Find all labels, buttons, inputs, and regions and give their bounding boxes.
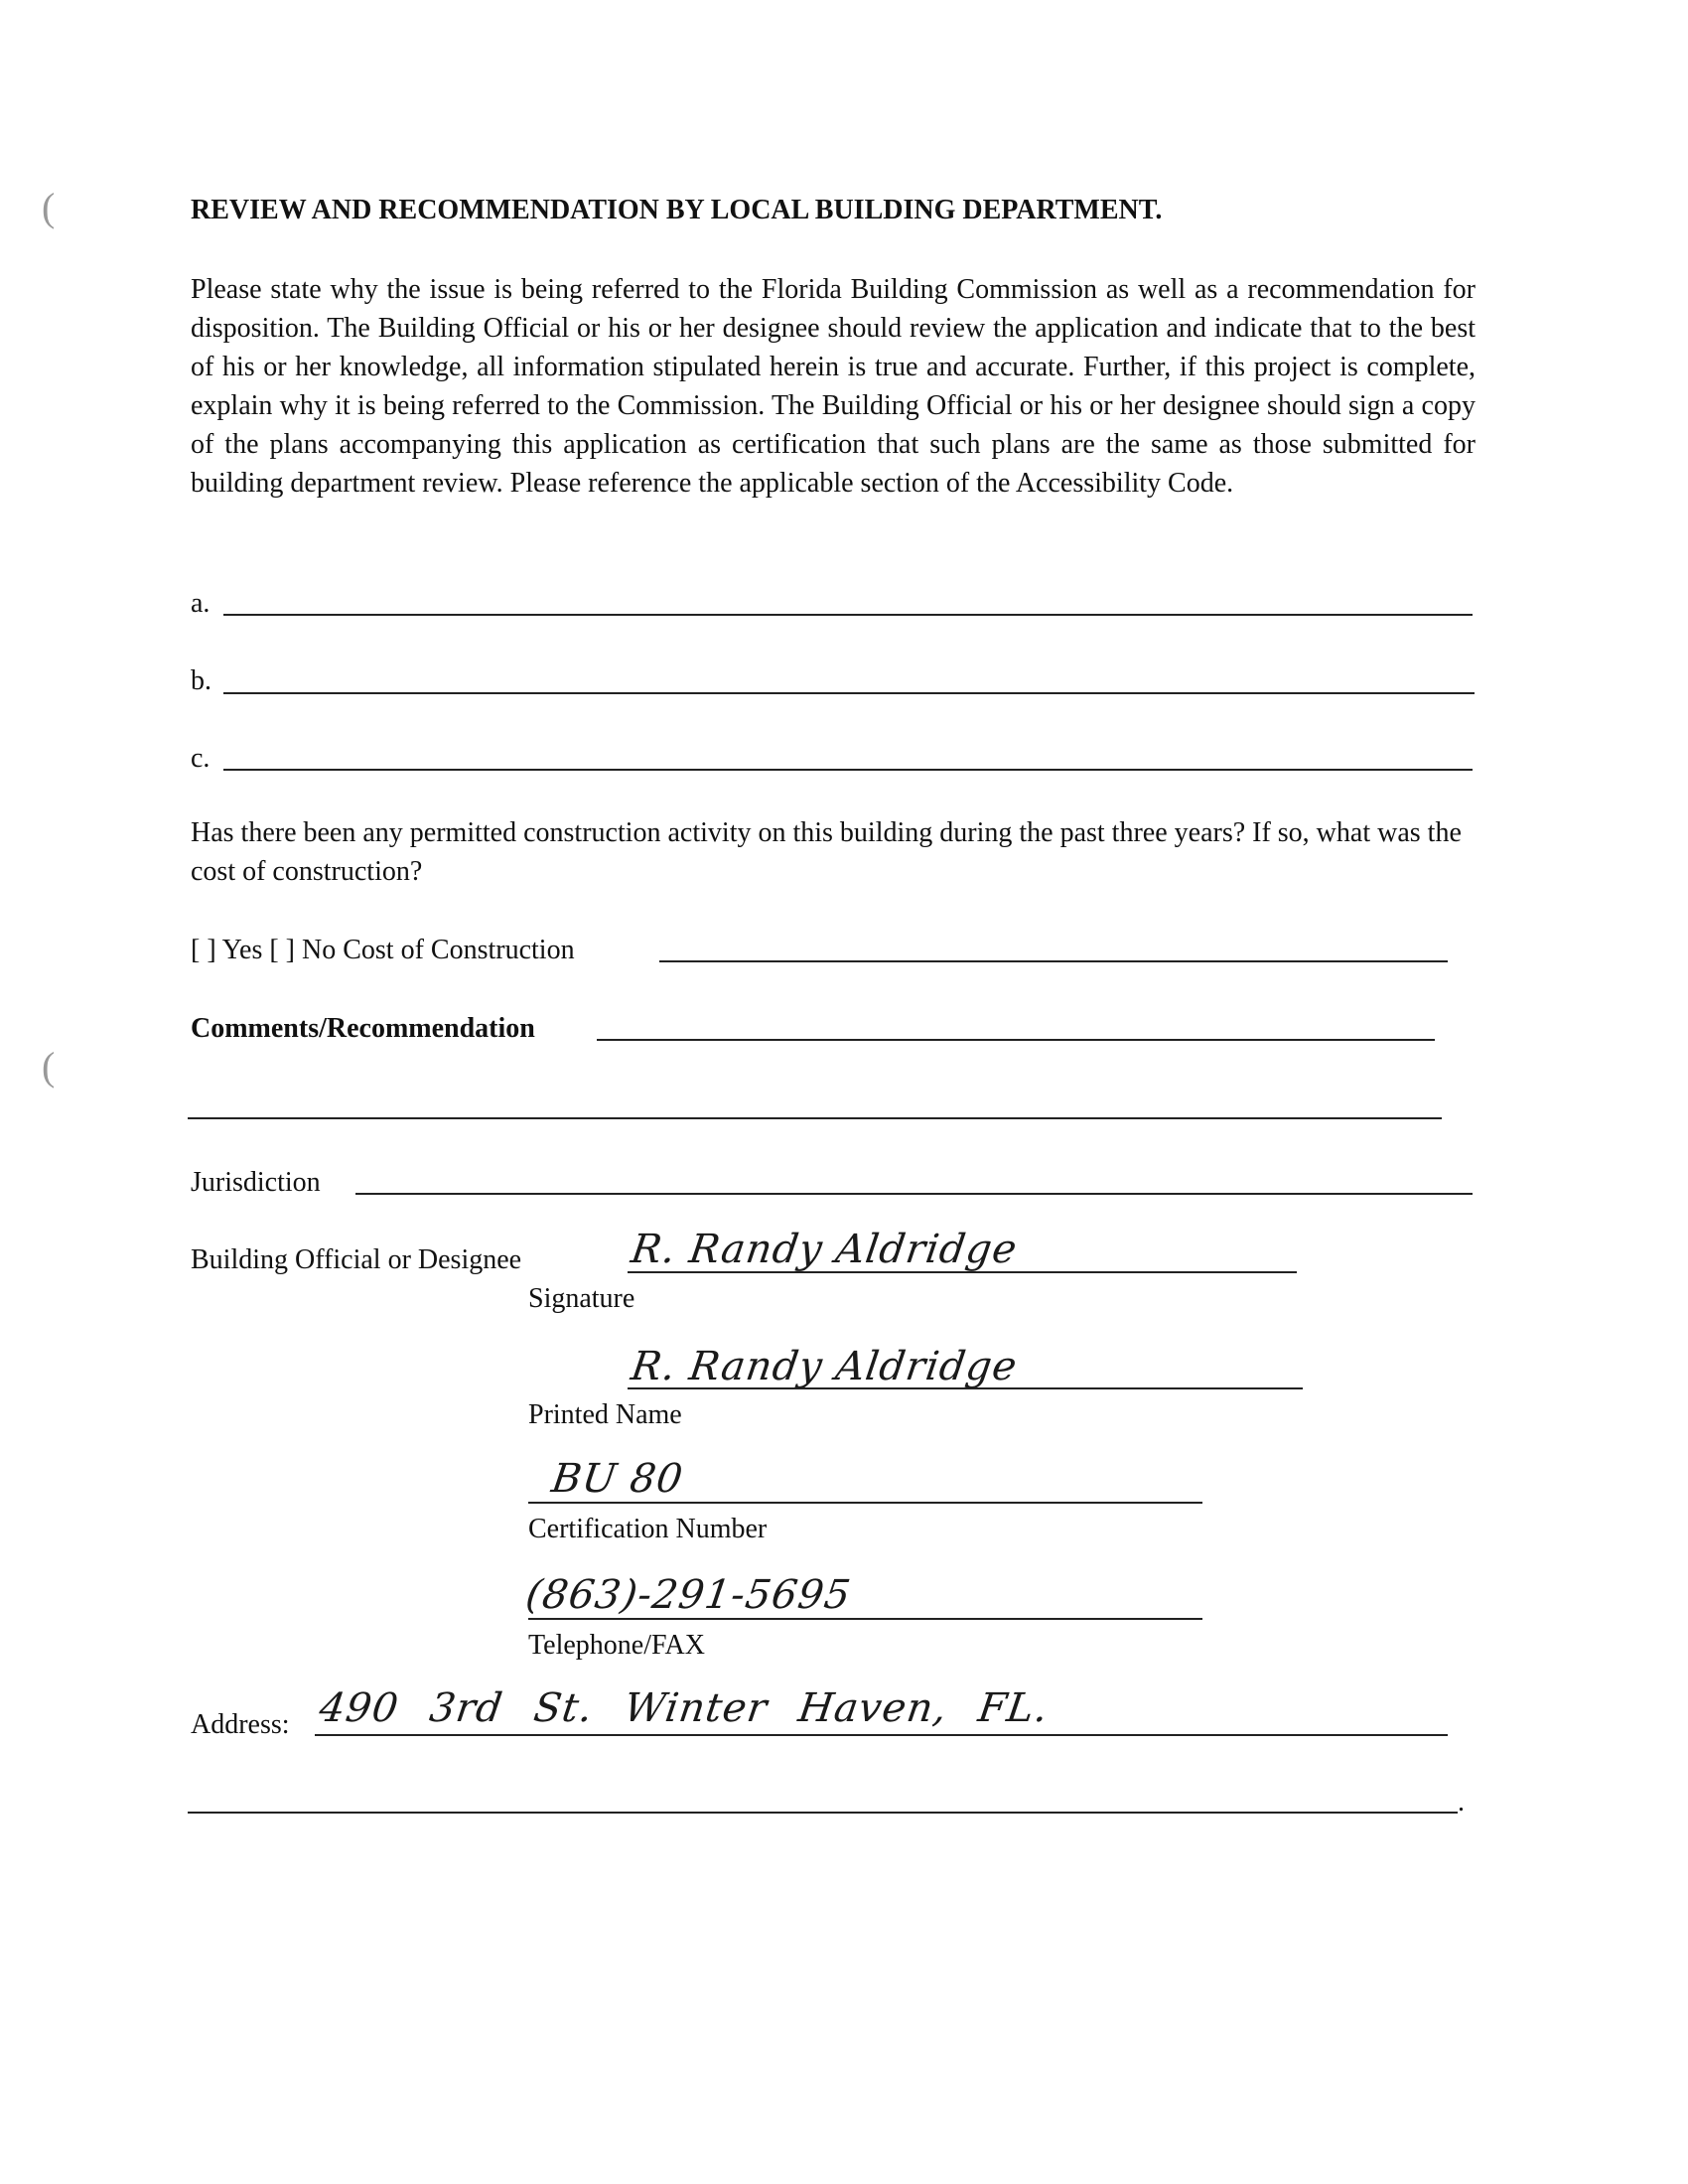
address-field[interactable]: [315, 1734, 1448, 1736]
cert-value: BU 80: [548, 1456, 686, 1502]
item-c-label: c.: [191, 743, 211, 774]
item-c-field[interactable]: [223, 769, 1473, 771]
phone-value: (863)-291-5695: [522, 1572, 854, 1618]
official-label: Building Official or Designee: [191, 1244, 522, 1275]
address-field-line2[interactable]: [188, 1812, 1458, 1814]
phone-label: Telephone/FAX: [528, 1630, 705, 1661]
yes-label: [ ] Yes: [191, 935, 263, 965]
cert-field[interactable]: [528, 1502, 1202, 1504]
jurisdiction-field[interactable]: [355, 1193, 1473, 1195]
printed-name-value: R. Randy Aldridge: [628, 1344, 1021, 1389]
construction-question: Has there been any permitted construction activity on this building during the past three years? If so, what was the cost of construction?: [191, 817, 1462, 887]
scan-mark: (: [42, 1044, 56, 1089]
cert-label: Certification Number: [528, 1514, 768, 1544]
instructions-paragraph: Please state why the issue is being referred to the Florida Building Commission as well as a recommendation for disposition. The Building Official or his or her designee should review the application and indicate that to the best of his or her knowledge, all information stipulated herein is true and accurate. Further, if this project is complete, explain why it is being referred to the Commission. The Building Official or his or her designee should sign a copy of the plans accompanying this application as certification that such plans are the same as those submitted for building department review. Please reference the applicable section of the Accessibility Code.: [191, 274, 1476, 499]
item-a-field[interactable]: [223, 614, 1473, 616]
signature-value: R. Randy Aldridge: [628, 1227, 1021, 1272]
section-heading: REVIEW AND RECOMMENDATION BY LOCAL BUILDING DEPARTMENT.: [191, 195, 1163, 225]
signature-field[interactable]: [628, 1271, 1297, 1273]
comments-field[interactable]: [597, 1039, 1435, 1041]
signature-label: Signature: [528, 1283, 635, 1314]
comments-label: Comments/Recommendation: [191, 1013, 535, 1044]
address-label: Address:: [191, 1709, 290, 1740]
phone-field[interactable]: [528, 1618, 1202, 1620]
item-b-field[interactable]: [223, 692, 1475, 694]
cost-field[interactable]: [659, 960, 1448, 962]
yes-checkbox[interactable]: [191, 931, 575, 969]
address-value: 490 3rd St. Winter Haven, FL.: [316, 1685, 1052, 1731]
item-b-label: b.: [191, 665, 211, 696]
scan-mark: (: [42, 185, 56, 229]
item-a-label: a.: [191, 588, 211, 619]
cost-label: Cost of Construction: [343, 935, 575, 965]
comments-field-line2[interactable]: [188, 1117, 1442, 1119]
printed-name-label: Printed Name: [528, 1399, 682, 1430]
jurisdiction-label: Jurisdiction: [191, 1167, 321, 1198]
no-checkbox[interactable]: [ ] No: [269, 935, 337, 965]
end-mark: .: [1458, 1787, 1465, 1818]
printed-name-field[interactable]: [628, 1387, 1303, 1389]
